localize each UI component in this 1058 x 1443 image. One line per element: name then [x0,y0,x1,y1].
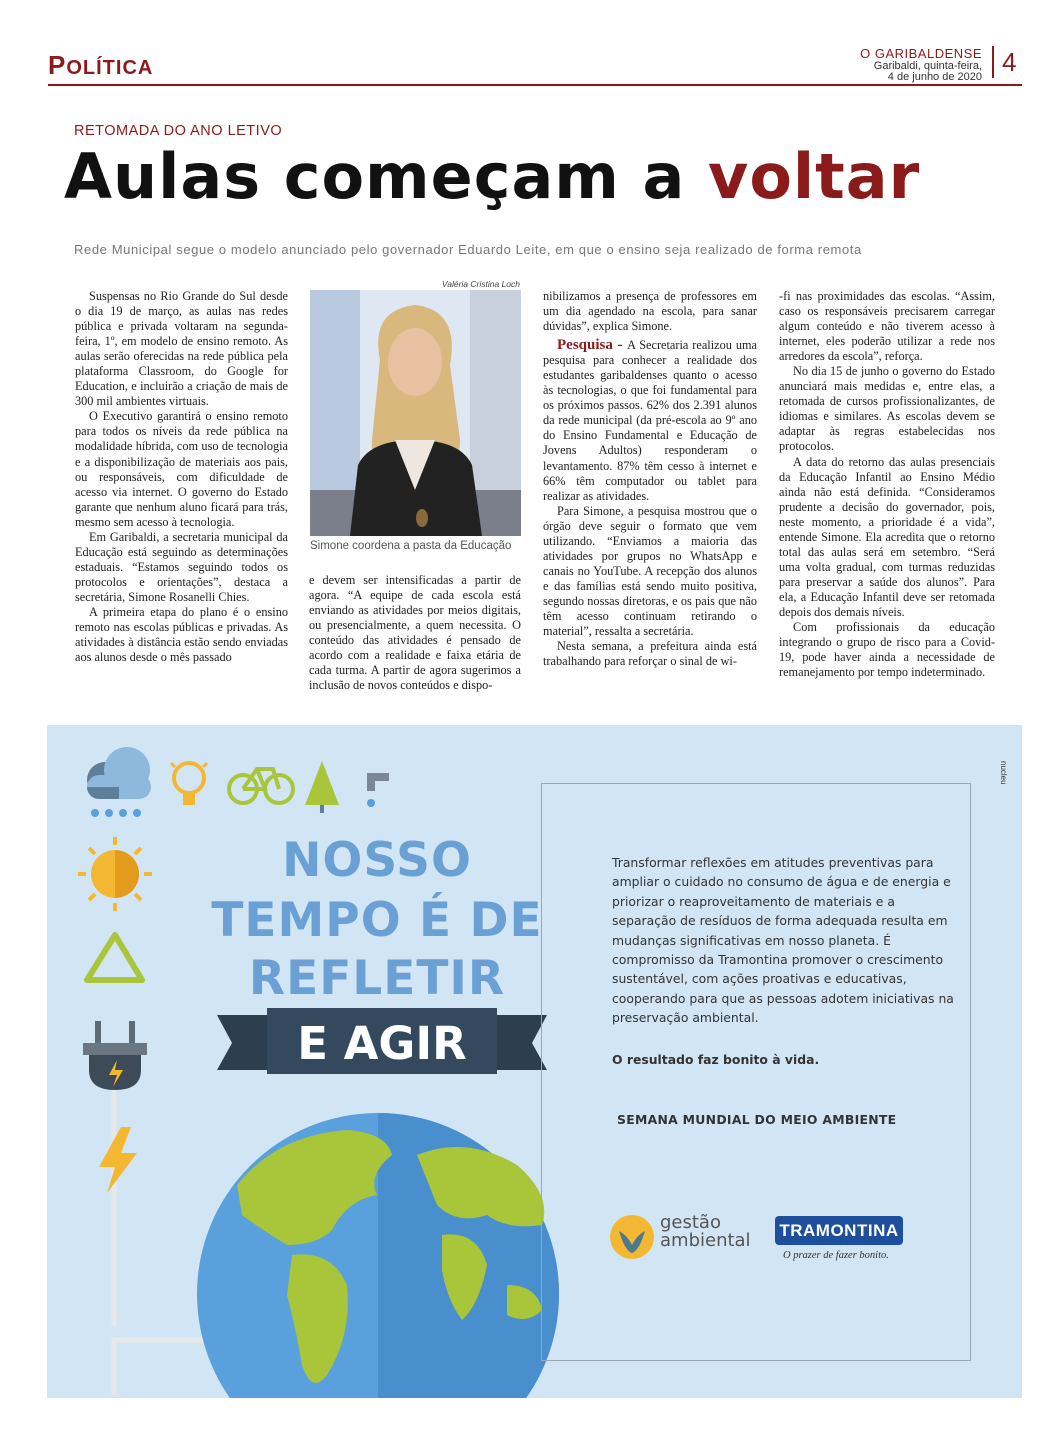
ad-headline-line-3: REFLETIR [248,951,506,1006]
photo-credit: Valéria Cristina Loch [441,279,520,289]
headline-accent: voltar [707,140,921,213]
article-subtitle: Rede Municipal segue o modelo anunciado pelo governador Eduardo Leite, em que o ensino seja realizado de forma remota [74,242,862,257]
portrait-illustration [310,290,521,536]
gestao-ambiental-logo-text: gestão ambiental [660,1212,751,1251]
tramontina-advertisement [47,725,1022,1398]
ad-headline-line-2: TEMPO É DE [211,893,543,948]
paragraph: Suspensas no Rio Grande do Sul desde o dia 19 de março, as aulas nas redes pública e privada voltaram na segunda-feira, 1º, em modelo de ensino remoto. As aulas serão oferecidas na rede pública pela plataforma Classroom, do Google for Education, e incluirão a criação de mais de 300 mil ambientes virtuais. [75,289,288,409]
paragraph: Em Garibaldi, a secretaria municipal da Educação está seguindo as determinações estaduais. “Estamos seguindo todos os protocolos e orientações”, destaca a secretária, Simone Rosanelli Chies. [75,529,288,604]
article-column-1 [75,289,288,665]
paragraph: O Executivo garantirá o ensino remoto para todos os níveis da rede pública na modalidade híbrida, com uso de tecnologia e a disponibilização de materiais aos pais, ou responsáveis, com dificuldade de acesso via internet. O governo do Estado garante que nenhum aluno ficará para trás, mesmo sem acesso à tecnologia. [75,409,288,529]
ad-agency-credit: nucleu [999,761,1008,785]
article-headline: Aulas começam a voltar [64,140,921,213]
paragraph: Pesquisa - A Secretaria realizou uma pesquisa para conhecer a realidade dos estudantes garibaldenses quanto o acesso às tecnologias, o que foi fundamental para os próximos passos. 62% dos 2.391 alunos da rede municipal (da pré-escola ao 9º ano do Ensino Fundamental e Educação de Jovens Adultos) responderam o levantamento. 87% têm cesso à internet e 66% têm computador ou tablet para realizar as atividades. [543,337,757,503]
globe-icon [197,1113,559,1398]
masthead [860,47,982,84]
plug-icon [83,1021,147,1090]
article-column-3 [543,289,757,669]
article-kicker: RETOMADA DO ANO LETIVO [74,123,283,139]
paragraph: A data do retorno das aulas presenciais da Educação Infantil ao Ensino Médio ainda não está definida. “Consideramos prudente a decisão do governador, pois, neste momento, a prioridade é a vida”, entende Simone. Ela acredita que o retorno total das aulas será em setembro. “Será uma volta gradual, com turmas reduzidas para preservar a saúde dos alunos”. Para ela, a Educação Infantil deve ser retomada depois dos demais níveis. [779,454,995,619]
section-title: POLÍTICA [48,50,154,80]
newspaper-name: O GARIBALDENSE [860,46,982,61]
ad-event-title: SEMANA MUNDIAL DO MEIO AMBIENTE [617,1112,897,1127]
ad-body-text: Transformar reflexões em atitudes preventivas para ampliar o cuidado no consumo de água e de energia e priorizar o reaproveitamento de materiais e a separação de resíduos de forma adequada resulta em mudanças significativas em nosso planeta. É compromisso da Tramontina promover o crescimento sustentável, com ações proativas e educativas, cooperando para que as pessoas adotem iniciativas na preservação ambiental. [612,855,954,1026]
article-column-4 [779,289,995,680]
photo-caption: Simone coordena a pasta da Educação [310,540,512,552]
paragraph: Para Simone, a pesquisa mostrou que o órgão deve seguir o formato que vem utilizando. “Enviamos a maioria das atividades por grupos no WhatsApp e canais no YouTube. A recepção dos alunos e das famílias está sendo muito positiva, segundo nossas diretoras, e os pais que não têm acesso continuam retirando o material”, ressalta a secretária. [543,503,757,639]
ribbon-text: E AGIR [297,1017,467,1070]
portrait-photo [310,290,521,536]
ad-slogan: O resultado faz bonito à vida. [612,1052,820,1067]
tramontina-logo: TRAMONTINA [775,1216,903,1245]
faucet-icon [367,773,389,807]
tramontina-tagline: O prazer de fazer bonito. [783,1250,889,1261]
page-number: 4 [992,46,1016,78]
paragraph: No dia 15 de junho o governo do Estado anunciará mais medidas e, entre elas, a retomada de cursos profissionalizantes, de idiomas e similares. As escolas devem se adaptar às regras estabelecidas nos protocolos. [779,364,995,454]
lightning-icon [99,1127,137,1193]
bicycle-icon [229,769,293,803]
paragraph: A primeira etapa do plano é o ensino remoto nas escolas públicas e privadas. As atividades à distância estão sendo enviadas aos alunos desde o mês passado [75,604,288,665]
recycle-icon [87,935,142,980]
paragraph: -fi nas proximidades das escolas. “Assim, caso os responsáveis precisarem carregar algum conteúdo e não tiverem acesso à internet, eles poderão utilizar a rede nos arredores da escola”, reforça. [779,289,995,364]
header-rule [48,84,1022,86]
paragraph: e devem ser intensificadas a partir de agora. “A equipe de cada escola está enviando as atividades por meios digitais, ou presencialmente, a quem necessita. O conteúdo das atividades é pensado de acordo com a realidade e faixa etária de cada turma. A partir de agora sugerimos a inclusão de novos conteúdos e dispo- [309,573,521,693]
cloud-rain-icon [87,747,151,817]
paragraph: Nesta semana, a prefeitura ainda está trabalhando para reforçar o sinal de wi- [543,639,757,669]
tree-icon [305,761,339,813]
issue-date-2: 4 de junho de 2020 [887,71,982,84]
light-bulb-icon [171,763,207,805]
paragraph: Com profissionais da educação integrando o grupo de risco para a Covid-19, pode haver ainda a necessidade de remanejamento por tempo indeterminado. [779,620,995,680]
sun-icon [78,837,152,911]
article-column-2 [309,573,521,693]
issue-date: Garibaldi, quinta-feira, [873,59,982,72]
paragraph: nibilizamos a presença de professores em um dia agendado na escola, para sanar dúvidas”, explica Simone. [543,289,757,334]
ad-headline-line-1: NOSSO [282,833,472,888]
ribbon [217,1008,547,1074]
subhead-pesquisa: Pesquisa - [557,337,628,354]
